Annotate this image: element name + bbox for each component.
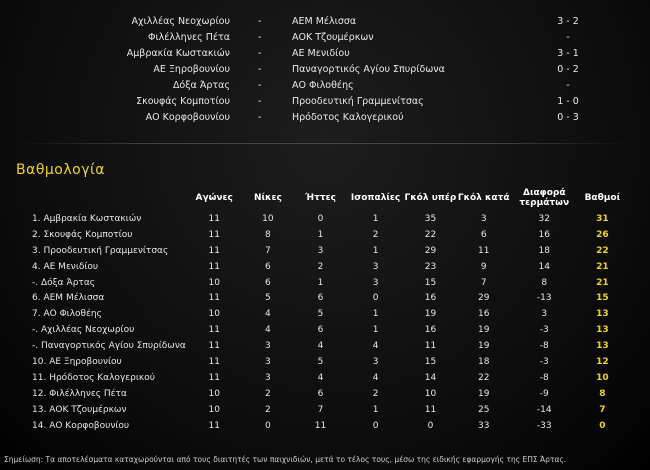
team-position: 2.: [32, 229, 41, 240]
cell-losses: 4: [317, 341, 324, 352]
cell-diff: 32: [538, 213, 550, 224]
cell-draws: 4: [372, 372, 379, 383]
cell-ga: 7: [480, 277, 487, 288]
cell-points: 0: [599, 420, 606, 431]
cell-gf: 16: [424, 293, 437, 304]
team-name: Ηρόδοτος Καλογερικού: [49, 372, 155, 383]
team-cell: [16, 370, 186, 386]
team-name: ΑΕΜ Μέλισσα: [43, 293, 105, 304]
cell-games: 11: [208, 213, 220, 224]
team-cell: [16, 290, 186, 306]
match-away-team: Παναγορτικός Αγίου Σπυρίδωνα: [292, 64, 445, 75]
cell-gf: 15: [424, 356, 437, 367]
team-cell: [16, 402, 186, 418]
match-row: [0, 62, 650, 78]
cell-points: 21: [596, 277, 609, 288]
header-draws: Ισοπαλίες: [350, 193, 401, 203]
team-cell: [16, 243, 186, 259]
cell-points: 21: [596, 261, 609, 272]
match-row: [0, 110, 650, 126]
cell-diff: -13: [536, 293, 552, 304]
match-score: 3 - 2: [557, 16, 579, 27]
cell-diff: -3: [539, 325, 549, 336]
team-position: 13.: [32, 404, 47, 415]
table-row: [16, 259, 626, 275]
cell-draws: 0: [372, 420, 379, 431]
cell-wins: 7: [265, 245, 271, 256]
cell-points: 8: [599, 388, 606, 399]
match-home-team: Αμβρακία Κωστακιών: [126, 48, 230, 59]
cell-wins: 2: [265, 388, 271, 399]
team-position: 11.: [32, 372, 47, 383]
team-name: ΑΟ Φιλοθέης: [43, 309, 102, 320]
cell-ga: 18: [477, 356, 490, 367]
header-gf: Γκόλ υπέρ: [404, 193, 457, 203]
team-cell: [16, 211, 186, 227]
cell-gf: 10: [424, 388, 437, 399]
cell-diff: -9: [539, 388, 549, 399]
table-row: [16, 370, 626, 386]
team-position: 14.: [32, 420, 47, 431]
match-home-team: ΑΕ Ξηροβουνίου: [153, 64, 230, 75]
match-score: 1 - 0: [557, 96, 579, 107]
cell-draws: 1: [372, 325, 379, 336]
team-position: -.: [32, 277, 39, 288]
cell-gf: 23: [424, 261, 437, 272]
cell-games: 11: [208, 325, 220, 336]
cell-gf: 16: [424, 325, 437, 336]
cell-losses: 7: [317, 404, 324, 415]
cell-draws: 1: [372, 213, 379, 224]
cell-games: 11: [208, 261, 220, 272]
match-separator: -: [258, 64, 262, 75]
cell-games: 10: [208, 388, 220, 399]
cell-points: 7: [599, 404, 606, 415]
table-row: [16, 322, 626, 338]
cell-wins: 4: [265, 325, 271, 336]
cell-diff: 8: [541, 277, 548, 288]
cell-diff: 18: [538, 245, 550, 256]
table-row: [16, 211, 626, 227]
match-score: 0 - 3: [557, 112, 579, 123]
team-position: 12.: [32, 388, 47, 399]
match-row: [0, 94, 650, 110]
cell-diff: -3: [539, 356, 549, 367]
cell-points: 13: [596, 325, 609, 336]
team-cell: [16, 386, 186, 402]
match-separator: -: [258, 16, 262, 27]
table-row: [16, 386, 626, 402]
cell-points: 15: [596, 293, 609, 304]
cell-diff: 16: [538, 229, 550, 240]
team-name: Προοδευτική Γραμμενίτσας: [43, 245, 169, 256]
cell-losses: 11: [314, 420, 327, 431]
team-cell: [16, 259, 186, 275]
cell-draws: 3: [372, 261, 379, 272]
team-position: 3.: [32, 245, 41, 256]
cell-points: 13: [596, 309, 609, 320]
team-name: ΑΕ Μενιδίου: [43, 261, 99, 272]
cell-losses: 1: [317, 277, 324, 288]
cell-wins: 4: [265, 309, 271, 320]
table-row: [16, 306, 626, 322]
team-name: ΑΟ Κορφοβουνίου: [49, 420, 130, 431]
match-score: 3 - 1: [557, 48, 579, 59]
cell-gf: 11: [424, 341, 437, 352]
cell-games: 10: [208, 404, 220, 415]
match-score: -: [566, 80, 570, 91]
match-away-team: ΑΕ Μενιδίου: [292, 48, 350, 59]
cell-losses: 5: [317, 356, 324, 367]
table-row: [16, 275, 626, 291]
cell-games: 11: [208, 341, 220, 352]
match-separator: -: [258, 32, 262, 43]
team-name: ΑΕ Ξηροβουνίου: [49, 356, 122, 367]
team-position: 1.: [32, 213, 41, 224]
cell-losses: 2: [317, 261, 324, 272]
team-cell: [16, 418, 186, 434]
cell-games: 10: [208, 277, 220, 288]
cell-losses: 4: [317, 372, 324, 383]
team-cell: [16, 338, 186, 354]
match-row: [0, 46, 650, 62]
cell-ga: 16: [477, 309, 490, 320]
cell-diff: -33: [536, 420, 552, 431]
team-position: -.: [32, 341, 39, 352]
cell-ga: 19: [477, 388, 490, 399]
cell-points: 31: [596, 213, 609, 224]
match-home-team: Φιλέλληνες Πέτα: [147, 32, 230, 43]
header-points: Βαθμοί: [584, 193, 621, 203]
team-name: ΑΟΚ Τζουμέρκων: [49, 404, 127, 415]
cell-ga: 11: [477, 245, 490, 256]
table-row: [16, 227, 626, 243]
cell-gf: 11: [424, 404, 437, 415]
cell-draws: 1: [372, 245, 379, 256]
match-home-team: Σκουφάς Κομποτίου: [136, 96, 230, 107]
cell-wins: 6: [265, 277, 271, 288]
cell-diff: 14: [538, 261, 550, 272]
cell-games: 11: [208, 420, 220, 431]
match-separator: -: [258, 112, 262, 123]
match-score: -: [566, 32, 570, 43]
team-cell: [16, 275, 186, 291]
match-row: [0, 78, 650, 94]
divider: [18, 143, 630, 144]
table-row: [16, 354, 626, 370]
cell-diff: -8: [539, 341, 549, 352]
cell-wins: 3: [265, 372, 271, 383]
cell-ga: 19: [477, 341, 490, 352]
standings-header-row: [16, 185, 626, 211]
table-row: [16, 290, 626, 306]
team-position: 7.: [32, 309, 41, 320]
cell-ga: 6: [480, 229, 487, 240]
cell-losses: 6: [317, 325, 324, 336]
match-away-team: ΑΕΜ Μέλισσα: [292, 16, 357, 27]
match-home-team: ΑΟ Κορφοβουνίου: [145, 112, 230, 123]
team-name: Δόξα Άρτας: [40, 277, 96, 288]
team-cell: [16, 227, 186, 243]
cell-gf: 19: [424, 309, 437, 320]
team-name: Φιλέλληνες Πέτα: [49, 388, 127, 399]
table-row: [16, 418, 626, 434]
cell-draws: 3: [372, 356, 379, 367]
cell-wins: 3: [265, 341, 271, 352]
cell-ga: 19: [477, 325, 490, 336]
cell-gf: 14: [424, 372, 437, 383]
match-score: 0 - 2: [557, 64, 579, 75]
cell-losses: 6: [317, 388, 324, 399]
table-row: [16, 402, 626, 418]
cell-wins: 2: [265, 404, 271, 415]
cell-draws: 3: [372, 277, 379, 288]
cell-wins: 5: [265, 293, 271, 304]
cell-points: 26: [596, 229, 609, 240]
header-team: [16, 185, 186, 211]
cell-losses: 6: [317, 293, 324, 304]
cell-wins: 10: [262, 213, 274, 224]
match-results: [0, 14, 650, 126]
header-ga: Γκόλ κατά: [457, 193, 510, 203]
cell-ga: 25: [477, 404, 490, 415]
team-cell: [16, 354, 186, 370]
cell-ga: 33: [477, 420, 490, 431]
match-separator: -: [258, 80, 262, 91]
cell-losses: 1: [317, 229, 324, 240]
footnote: Σημείωση: Τα αποτελέσματα καταχωρούνται από τους διαιτητές των παιχνιδιών, μετά το τέλος τους, μέσω της ειδικής εφαρμογής της ΕΠΣ Άρτας.: [4, 455, 567, 464]
cell-games: 11: [208, 229, 220, 240]
cell-games: 10: [208, 309, 220, 320]
match-separator: -: [258, 48, 262, 59]
team-name: Αμβρακία Κωστακιών: [43, 213, 142, 224]
cell-wins: 8: [265, 229, 271, 240]
standings-title: Βαθμολογία: [16, 162, 105, 178]
match-away-team: Ηρόδοτος Καλογερικού: [292, 112, 404, 123]
cell-losses: 5: [317, 309, 324, 320]
match-row: [0, 30, 650, 46]
table-row: [16, 338, 626, 354]
match-separator: -: [258, 96, 262, 107]
cell-wins: 3: [265, 356, 271, 367]
cell-ga: 29: [477, 293, 490, 304]
cell-ga: 22: [477, 372, 490, 383]
cell-games: 11: [208, 372, 220, 383]
header-diff: Διαφορά τερμάτων: [519, 188, 570, 208]
table-row: [16, 243, 626, 259]
standings-table: [16, 185, 626, 433]
team-name: Αχιλλέας Νεοχωρίου: [40, 325, 135, 336]
cell-diff: -8: [539, 372, 549, 383]
cell-points: 12: [596, 356, 609, 367]
cell-draws: 2: [372, 388, 379, 399]
team-name: Παναγορτικός Αγίου Σπυρίδωνα: [40, 341, 186, 352]
cell-gf: 15: [424, 277, 437, 288]
match-away-team: ΑΟΚ Τζουμέρκων: [292, 32, 374, 43]
cell-gf: 35: [424, 213, 437, 224]
cell-draws: 0: [372, 293, 379, 304]
match-row: [0, 14, 650, 30]
cell-ga: 9: [480, 261, 487, 272]
team-position: 6.: [32, 293, 41, 304]
cell-points: 22: [596, 245, 609, 256]
team-cell: [16, 306, 186, 322]
cell-games: 11: [208, 356, 220, 367]
team-position: -.: [32, 325, 39, 336]
header-wins: Νίκες: [254, 193, 282, 203]
cell-diff: -14: [536, 404, 552, 415]
cell-wins: 0: [265, 420, 271, 431]
match-home-team: Δόξα Άρτας: [172, 80, 230, 91]
cell-games: 11: [208, 245, 220, 256]
cell-losses: 3: [317, 245, 324, 256]
cell-draws: 1: [372, 404, 379, 415]
cell-gf: 0: [427, 420, 434, 431]
team-cell: [16, 322, 186, 338]
cell-points: 13: [596, 341, 609, 352]
cell-wins: 6: [265, 261, 271, 272]
cell-games: 11: [208, 293, 220, 304]
team-name: Σκουφάς Κομποτίου: [43, 229, 133, 240]
cell-ga: 3: [480, 213, 487, 224]
cell-gf: 22: [424, 229, 437, 240]
cell-gf: 29: [424, 245, 437, 256]
cell-diff: 3: [541, 309, 548, 320]
header-losses: Ήττες: [305, 193, 336, 203]
match-away-team: ΑΟ Φιλοθέης: [292, 80, 354, 91]
match-home-team: Αχιλλέας Νεοχωρίου: [131, 16, 230, 27]
cell-points: 10: [596, 372, 609, 383]
team-position: 10.: [32, 356, 47, 367]
cell-draws: 1: [372, 309, 379, 320]
header-games: Αγώνες: [195, 193, 233, 203]
cell-draws: 4: [372, 341, 379, 352]
match-away-team: Προοδευτική Γραμμενίτσας: [292, 96, 424, 107]
team-position: 4.: [32, 261, 41, 272]
cell-losses: 0: [317, 213, 324, 224]
cell-draws: 2: [372, 229, 379, 240]
